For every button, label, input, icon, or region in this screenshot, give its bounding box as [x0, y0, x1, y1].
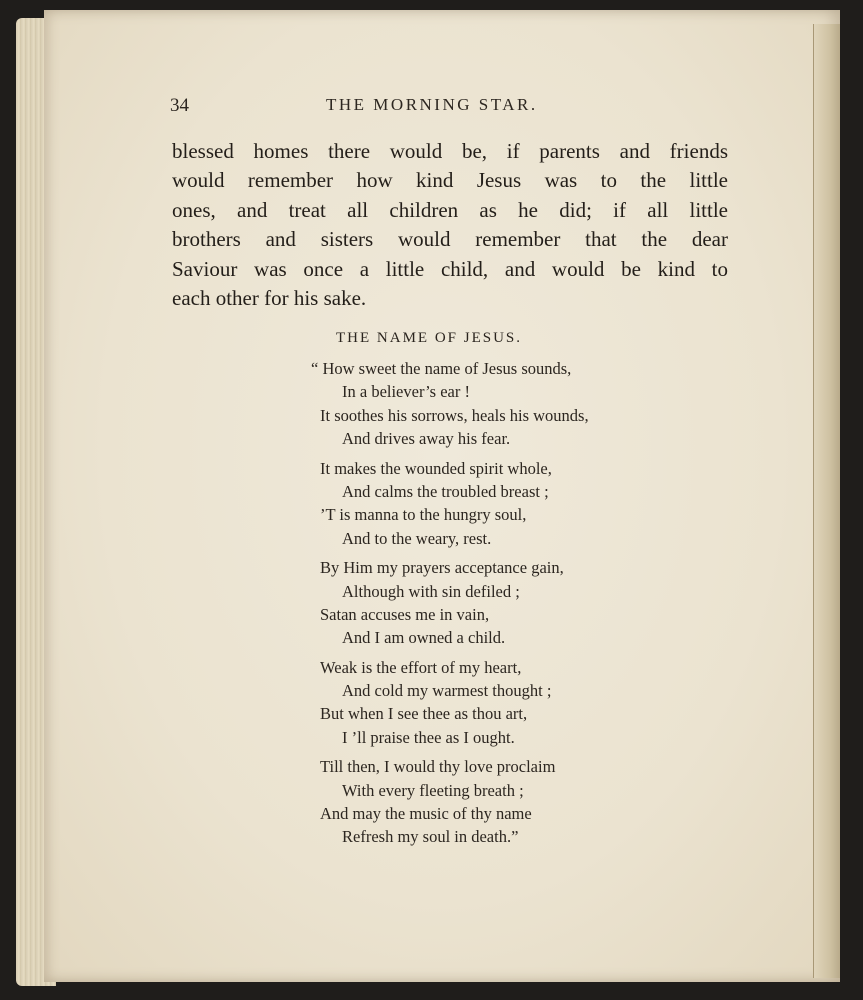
verse-line: And I am owned a child. [342, 628, 506, 648]
page-gutter [813, 24, 840, 978]
prose-line: each other for his sake. [172, 286, 367, 311]
verse-line: And drives away his fear. [342, 429, 511, 449]
prose-line: ones, and treat all children as he did; if all little [172, 197, 728, 222]
verse-line: And to the weary, rest. [342, 528, 492, 548]
verse-line: By Him my prayers acceptance gain, [320, 558, 564, 578]
verse-line: Satan accuses me in vain, [320, 604, 490, 624]
stanza [300, 457, 660, 551]
verse-line: Weak is the effort of my heart, [320, 657, 522, 677]
verse-line: Refresh my soul in death.” [342, 827, 519, 847]
verse-line: It soothes his sorrows, heals his wounds, [320, 405, 589, 425]
stanza [300, 556, 660, 650]
verse-line: Although with sin defiled ; [342, 581, 520, 601]
verse-line: ’T is manna to the hungry soul, [320, 505, 527, 525]
stanza [300, 755, 660, 849]
verse-line: But when I see thee as thou art, [320, 704, 528, 724]
verse-line: I ’ll praise thee as I ought. [342, 727, 515, 747]
verse-line: Till then, I would thy love proclaim [320, 757, 556, 777]
prose-line: blessed homes there would be, if parents and friends [172, 139, 728, 163]
running-title: THE MORNING STAR. [326, 95, 538, 114]
running-header [170, 95, 810, 125]
prose-line: Saviour was once a little child, and would be kind to [172, 256, 728, 281]
verse-line: In a believer’s ear ! [342, 382, 470, 402]
verse-line: With every fleeting breath ; [342, 780, 524, 800]
verse-line: And cold my warmest thought ; [342, 681, 552, 701]
verse-line: And calms the troubled breast ; [342, 481, 549, 501]
stanza [300, 357, 660, 451]
prose-line: would remember how kind Jesus was to the little [172, 168, 728, 193]
verse-line: “ How sweet the name of Jesus sounds, [311, 359, 572, 378]
verse-line: It makes the wounded spirit whole, [320, 458, 552, 478]
page-number: 34 [170, 95, 189, 116]
hymn-title: THE NAME OF JESUS. [336, 330, 523, 346]
verse-line: And may the music of thy name [320, 804, 532, 824]
prose-paragraph [172, 137, 728, 313]
prose-line: brothers and sisters would remember that the dear [172, 227, 728, 252]
hymn-poem [300, 357, 660, 855]
stanza [300, 656, 660, 750]
